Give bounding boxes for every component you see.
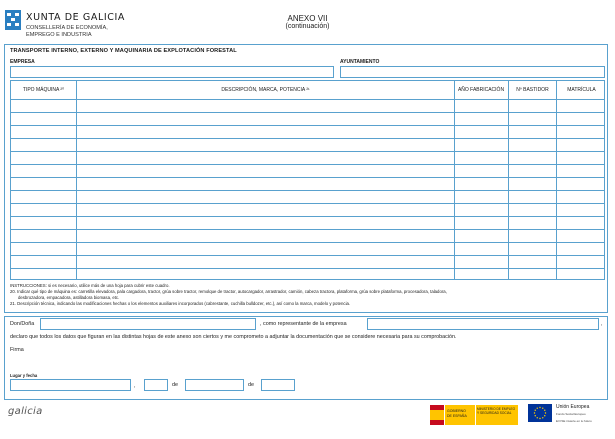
lugar-fecha-label: Lugar y fecha bbox=[10, 373, 38, 378]
firma-label: Firma bbox=[10, 347, 24, 353]
eu-star bbox=[542, 408, 543, 409]
table-row bbox=[11, 203, 604, 204]
org-department-line2: EMPREGO E INDUSTRIA bbox=[26, 32, 92, 38]
eu-star bbox=[537, 417, 538, 418]
column-header-tipo-maquina: TIPO MÁQUINA ²⁰ bbox=[22, 87, 65, 93]
spain-government-logo bbox=[430, 404, 518, 426]
eu-star bbox=[539, 407, 540, 408]
table-row bbox=[11, 255, 604, 256]
table-row bbox=[11, 112, 604, 113]
column-header-ano-fabricacion: AÑO FABRICACIÓN bbox=[457, 87, 505, 93]
table-row bbox=[11, 190, 604, 191]
month-field[interactable] bbox=[185, 379, 244, 391]
don-name-field[interactable] bbox=[40, 318, 256, 330]
table-row bbox=[11, 138, 604, 139]
table-row bbox=[11, 268, 604, 269]
column-header-bastidor: Nº BASTIDOR bbox=[516, 87, 549, 93]
declaration-statement: declaro que todos los datos que figuran en las distintas hojas de este anexo son ciertos y me comprometo a adjuntar la documentación que se considere necesaria para su comprobación. bbox=[10, 334, 457, 340]
eu-star bbox=[535, 415, 536, 416]
column-header-matricula: MATRÍCULA bbox=[567, 87, 596, 93]
column-divider bbox=[454, 81, 455, 279]
ayuntamiento-label: AYUNTAMIENTO bbox=[340, 59, 380, 65]
eu-star bbox=[539, 418, 540, 419]
year-field[interactable] bbox=[261, 379, 295, 391]
instructions-line: desbrozadora, empacadora, astilladora biomasa, etc. bbox=[18, 295, 120, 300]
company-name-field[interactable] bbox=[367, 318, 599, 330]
eu-title: Unión Europea bbox=[556, 404, 590, 410]
table-row bbox=[11, 125, 604, 126]
gov-text-line2: DE ESPAÑA bbox=[447, 414, 467, 418]
table-row bbox=[11, 151, 604, 152]
eu-star bbox=[542, 417, 543, 418]
eu-star bbox=[544, 410, 545, 411]
eu-star bbox=[534, 412, 535, 413]
empresa-field[interactable] bbox=[10, 66, 334, 78]
instructions-line: 21. Descripción técnica, indicando las modificaciones hechas o los elementos auxiliares incorporados (cabrestante, cuchilla bulldozer, etc.), así como la marca, modelo y potencia. bbox=[10, 301, 351, 306]
place-field[interactable] bbox=[10, 379, 131, 391]
eu-fund-line2: El FSE invierte en tu futuro bbox=[556, 419, 592, 423]
eu-star bbox=[535, 410, 536, 411]
column-divider bbox=[508, 81, 509, 279]
day-field[interactable] bbox=[144, 379, 168, 391]
ayuntamiento-field[interactable] bbox=[340, 66, 605, 78]
xunta-shield-logo bbox=[5, 10, 21, 30]
eu-star bbox=[544, 415, 545, 416]
eu-star bbox=[545, 412, 546, 413]
empresa-label: EMPRESA bbox=[10, 59, 35, 65]
ministry-text: MINISTERIO DE EMPLEO Y SEGURIDAD SOCIAL bbox=[477, 407, 516, 415]
table-row bbox=[11, 216, 604, 217]
table-row bbox=[11, 242, 604, 243]
gov-text-line1: GOBIERNO bbox=[447, 409, 466, 413]
table-row bbox=[11, 177, 604, 178]
eu-fund-line1: Fondo Social Europeo bbox=[556, 412, 586, 416]
don-label: Don/Doña bbox=[10, 321, 35, 327]
galicia-brand-logo: galicia bbox=[8, 406, 43, 417]
section-title: TRANSPORTE INTERNO, EXTERNO Y MAQUINARIA DE EXPLOTACIÓN FORESTAL bbox=[10, 48, 237, 54]
column-header-descripcion: DESCRIPCIÓN, MARCA, POTENCIA ²¹ bbox=[221, 87, 310, 93]
org-department-line1: CONSELLERÍA DE ECONOMÍA, bbox=[26, 25, 108, 31]
eu-star bbox=[537, 408, 538, 409]
column-divider bbox=[76, 81, 77, 279]
table-row bbox=[11, 229, 604, 230]
annex-title: ANEXO VII bbox=[287, 14, 328, 23]
trailing-comma: , bbox=[601, 321, 603, 327]
org-name: XUNTA DE GALICIA bbox=[26, 12, 125, 23]
table-row bbox=[11, 164, 604, 165]
instructions-line: 20. Indicar qué tipo de máquina es: carretilla elevadora, pala cargadora, tractor, grúa sobre tractor, remolque de tractor, autocargador, arrastrador, camión, cabeza tractora, plataforma, grúa sobre plataforma, procesadora, taladora, bbox=[10, 289, 447, 294]
date-de-text: de bbox=[172, 382, 178, 388]
eu-flag-icon bbox=[528, 404, 552, 422]
machinery-table bbox=[10, 80, 605, 280]
date-comma: , bbox=[134, 383, 136, 389]
representative-text: , como representante de la empresa bbox=[260, 321, 347, 327]
date-de-text: de bbox=[248, 382, 254, 388]
annex-subtitle: (continuación) bbox=[285, 23, 330, 30]
table-row bbox=[11, 99, 604, 100]
column-divider bbox=[556, 81, 557, 279]
instructions-line: INSTRUCCIONES: si es necesario, utilice más de una hoja para cubrir este cuadro. bbox=[10, 283, 170, 288]
